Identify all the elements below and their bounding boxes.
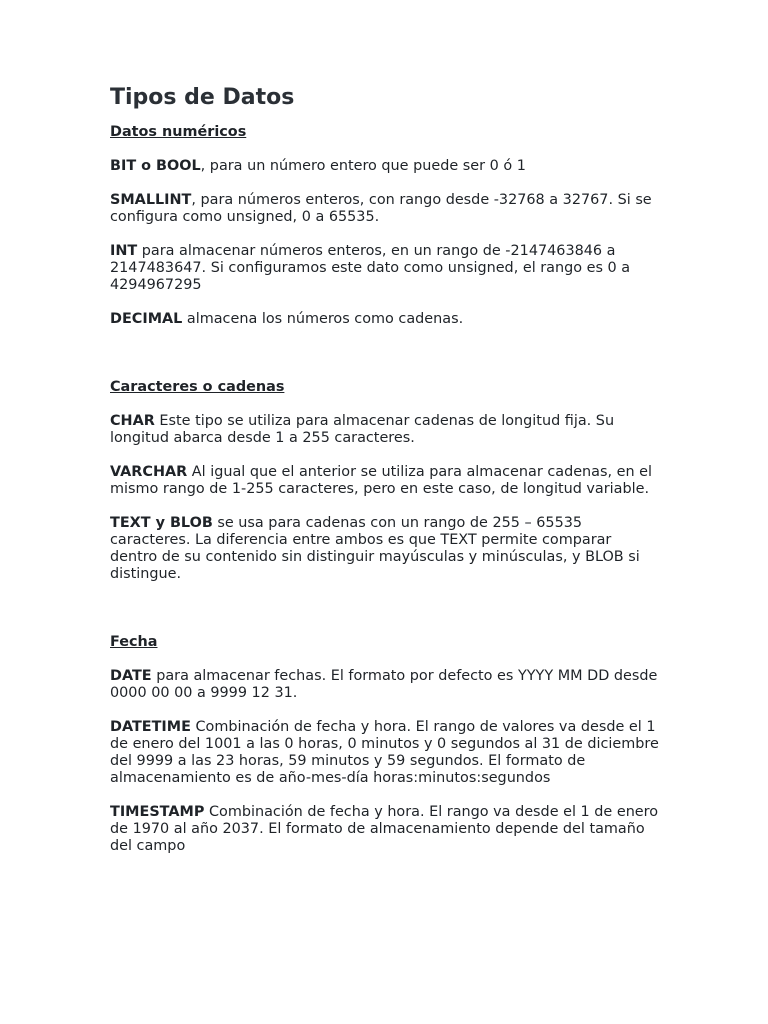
desc-char: Este tipo se utiliza para almacenar cadenas de longitud fija. Su longitud abarca desde 1 a 255 caracteres. xyxy=(110,413,615,446)
paragraph-timestamp xyxy=(110,804,660,855)
paragraph-varchar xyxy=(110,464,660,498)
desc-smallint: , para números enteros, con rango desde -32768 a 32767. Si se configura como unsigned, 0 a 65535. xyxy=(110,192,652,225)
paragraph-date xyxy=(110,668,660,702)
term-datetime: DATETIME xyxy=(110,719,191,735)
desc-datetime: Combinación de fecha y hora. El rango de valores va desde el 1 de enero del 1001 a las 0 horas, 0 minutos y 0 segundos al 31 de diciembre del 9999 a las 23 horas, 59 minutos y 59 segundos. El formato de almacenamiento es de año-mes-día horas:minutos:segundos xyxy=(110,719,659,786)
term-int: INT xyxy=(110,243,138,259)
desc-date: para almacenar fechas. El formato por defecto es YYYY MM DD desde 0000 00 00 a 9999 12 31. xyxy=(110,668,658,701)
section-heading-strings: Caracteres o cadenas xyxy=(110,379,285,395)
term-date: DATE xyxy=(110,668,152,684)
paragraph-int xyxy=(110,243,660,294)
desc-decimal: almacena los números como cadenas. xyxy=(182,311,464,327)
page-title: Tipos de Datos xyxy=(110,85,295,110)
term-char: CHAR xyxy=(110,413,155,429)
desc-bit-bool: , para un número entero que puede ser 0 ó 1 xyxy=(200,158,526,174)
paragraph-char xyxy=(110,413,660,447)
paragraph-text-blob xyxy=(110,515,660,583)
desc-timestamp: Combinación de fecha y hora. El rango va desde el 1 de enero de 1970 al año 2037. El formato de almacenamiento depende del tamaño del campo xyxy=(110,804,659,854)
term-varchar: VARCHAR xyxy=(110,464,188,480)
paragraph-bit-bool xyxy=(110,158,660,175)
section-heading-numeric: Datos numéricos xyxy=(110,124,247,140)
desc-text-blob: se usa para cadenas con un rango de 255 – 65535 caracteres. La diferencia entre ambos es que TEXT permite comparar dentro de su contenido sin distinguir mayúsculas y minúsculas, y BLOB si distingue. xyxy=(110,515,640,582)
section-spacer xyxy=(110,600,660,634)
term-smallint: SMALLINT xyxy=(110,192,192,208)
paragraph-smallint xyxy=(110,192,660,226)
term-timestamp: TIMESTAMP xyxy=(110,804,205,820)
desc-int: para almacenar números enteros, en un rango de -2147463846 a 2147483647. Si configuramos este dato como unsigned, el rango es 0 a 4294967295 xyxy=(110,243,631,293)
section-spacer xyxy=(110,345,660,379)
term-text-blob: TEXT y BLOB xyxy=(110,515,213,531)
desc-varchar: Al igual que el anterior se utiliza para almacenar cadenas, en el mismo rango de 1-255 caracteres, pero en este caso, de longitud variable. xyxy=(110,464,653,497)
document-page xyxy=(110,84,660,872)
paragraph-datetime xyxy=(110,719,660,787)
term-bit-bool: BIT o BOOL xyxy=(110,158,201,174)
term-decimal: DECIMAL xyxy=(110,311,183,327)
paragraph-decimal xyxy=(110,311,660,328)
section-heading-date: Fecha xyxy=(110,634,158,650)
